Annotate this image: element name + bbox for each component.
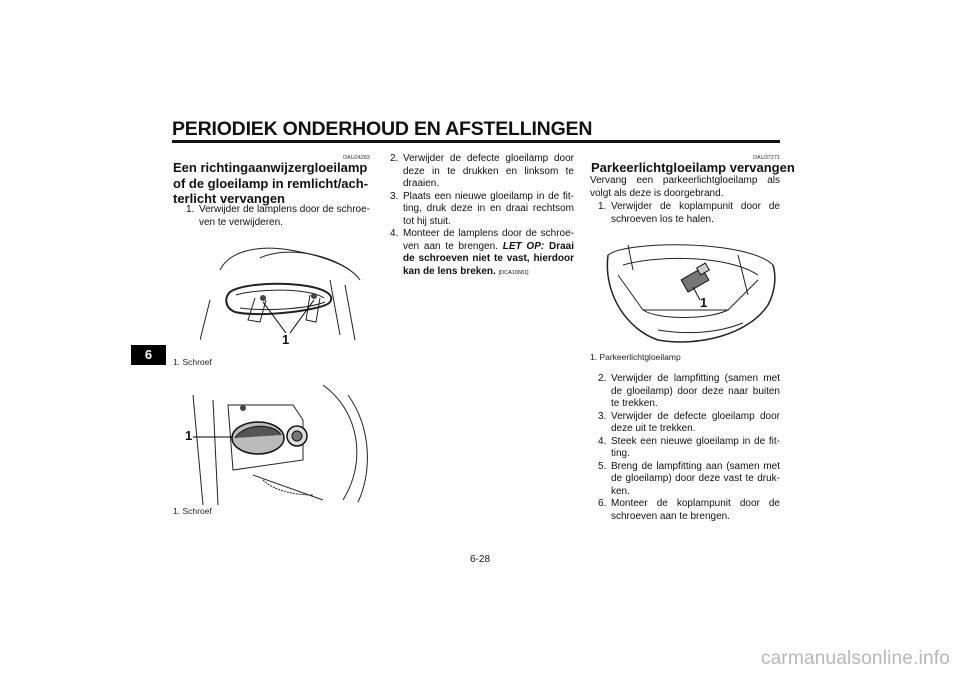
step-number: 3. (390, 190, 399, 202)
section1-heading (173, 160, 373, 207)
figure3-caption: 1. Parkeerlichtgloeilamp (590, 352, 681, 362)
step-text: Monteer de koplampunit door de schroeven aan te brengen. (611, 498, 780, 522)
caution-label: LET OP: (502, 240, 545, 252)
turn-signal-illustration (173, 380, 373, 505)
chapter-tab: 6 (131, 345, 166, 365)
figure3-callout: 1 (700, 295, 708, 310)
list-item (186, 204, 370, 229)
list-item (390, 228, 574, 279)
section1-step-list-b (390, 153, 574, 279)
step-text (403, 228, 574, 279)
list-item (390, 191, 574, 229)
step-number: 1. (186, 204, 195, 215)
step-number: 4. (598, 435, 607, 447)
section2-intro: Vervang een parkeerlichtgloeilamp als volgt als deze is doorgebrand. (590, 175, 780, 199)
figure2-caption: 1. Schroef (173, 506, 212, 516)
step-number: 4. (390, 228, 399, 239)
section1-code: DAU24283 (343, 155, 370, 161)
section1-step-list-a (186, 204, 370, 229)
caution-text: Draai de schroeven niet te vast, hierdoor kan de lens breken. (403, 240, 574, 277)
tail-light-figure (200, 240, 370, 350)
step-number: 3. (598, 410, 607, 422)
figure1-caption: 1. Schroef (173, 357, 212, 367)
section1-heading-line: of de gloeilamp in remlicht/ach- (173, 175, 369, 191)
figure1-callout: 1 (282, 332, 290, 347)
step-text: Verwijder de lamplens door de schroe-ven te verwijderen. (199, 204, 370, 228)
title-rule (172, 140, 780, 143)
list-item (598, 201, 780, 226)
parking-bulb-illustration (598, 235, 778, 347)
turn-signal-figure (173, 380, 373, 505)
list-item (390, 153, 574, 191)
list-item (598, 373, 780, 411)
list-item (598, 461, 780, 499)
step-text: Plaats een nieuwe gloeilamp in de fit-ting, druk deze in en draai rechtsom tot hij stuit. (403, 190, 574, 227)
step-text: Verwijder de defecte gloeilamp door deze uit te trekken. (611, 410, 780, 434)
step-number: 2. (598, 373, 607, 384)
list-item (598, 436, 780, 461)
section2-step-list-a (598, 201, 780, 226)
parking-bulb-figure (598, 235, 778, 347)
step-number: 1. (598, 201, 607, 212)
section1-heading-line: terlicht vervangen (173, 191, 285, 206)
section2-step-list-b (598, 373, 780, 523)
section2-heading: Parkeerlichtgloeilamp vervangen (591, 160, 795, 175)
step-number: 5. (598, 460, 607, 472)
step-text: Verwijder de lampfitting (samen met de gloeilamp) door deze naar buiten te trekken. (611, 373, 780, 409)
section1-heading-line: Een richtingaanwijzergloeilamp (173, 160, 368, 175)
step-text: Steek een nieuwe gloeilamp in de fit-ting. (611, 435, 780, 459)
step4-text: Monteer de lamplens door de schroe-ven aan te brengen. (403, 228, 574, 252)
page-title: PERIODIEK ONDERHOUD EN AFSTELLINGEN (172, 118, 593, 140)
list-item (598, 498, 780, 523)
caution-ref: [DCA10681] (498, 269, 529, 276)
step-number: 6. (598, 498, 607, 509)
step-number: 2. (390, 153, 399, 164)
step-text: Breng de lampfitting aan (samen met de gloeilamp) door deze vast te druk-ken. (611, 460, 780, 497)
list-item (598, 411, 780, 436)
section2-code: DAU37271 (753, 155, 780, 161)
step-text: Verwijder de defecte gloeilamp door deze in te drukken en linksom te draaien. (403, 153, 574, 189)
watermark: carmanualsonline.info (760, 648, 950, 669)
step-text: Verwijder de koplampunit door de schroeven los te halen. (611, 201, 780, 225)
page-number: 6-28 (469, 554, 490, 565)
figure2-callout: 1 (185, 428, 193, 443)
